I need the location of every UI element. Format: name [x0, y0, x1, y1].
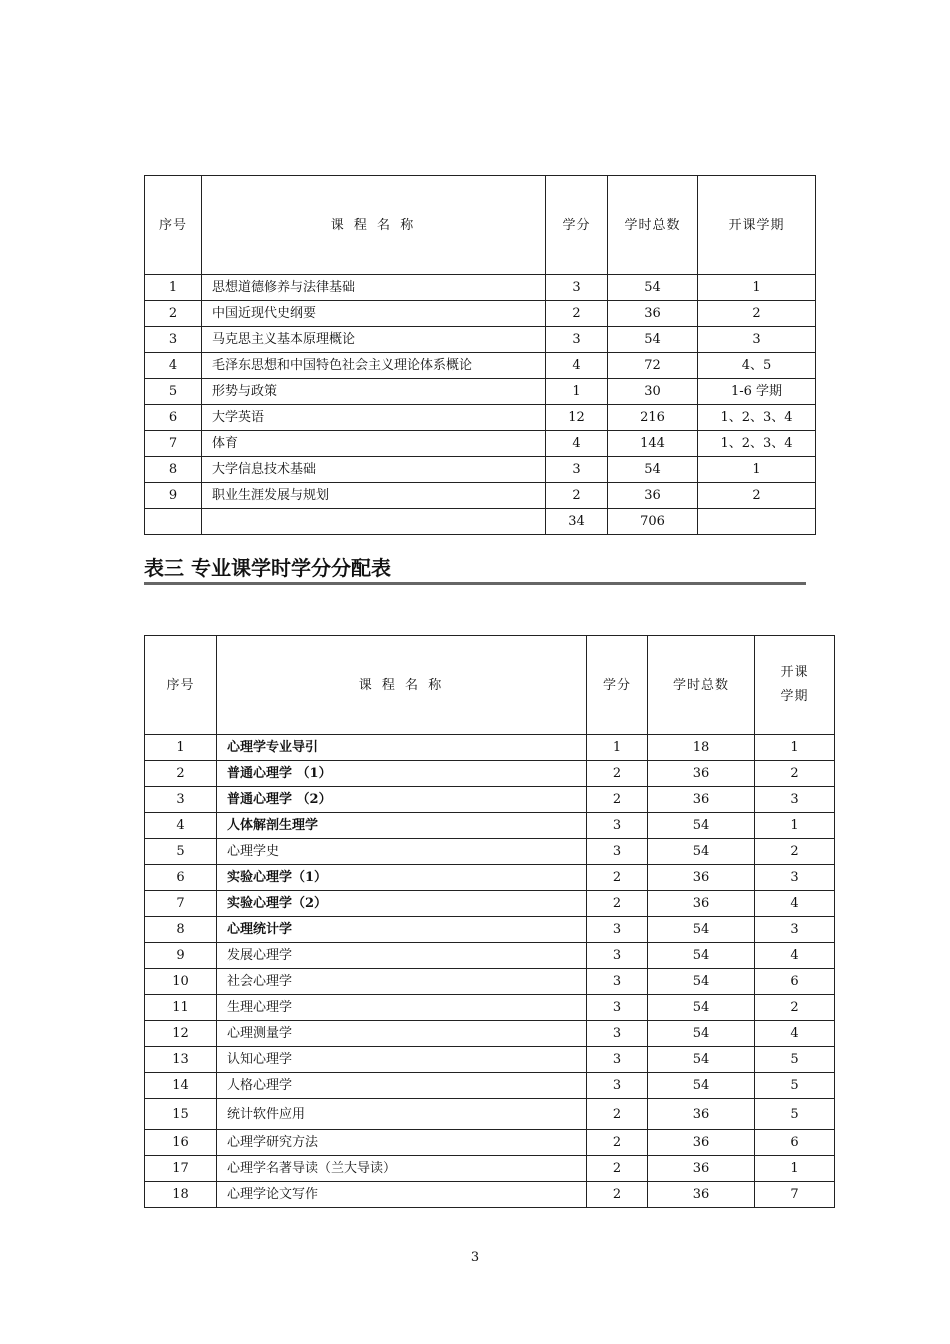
- table-row: [145, 457, 816, 483]
- table-row: [145, 813, 835, 839]
- cell-total-hours: 36: [648, 1130, 755, 1156]
- table-row: [145, 943, 835, 969]
- header-course-name: 课 程 名 称: [202, 176, 546, 275]
- table-row: [145, 1130, 835, 1156]
- cell-total-hours: 36: [648, 1182, 755, 1208]
- cell-credit: 1: [546, 379, 608, 405]
- cell-credit: 3: [587, 943, 648, 969]
- cell-seq: 16: [145, 1130, 217, 1156]
- cell-total-hours: 216: [608, 405, 698, 431]
- cell-course-name: 思想道德修养与法律基础: [202, 275, 546, 301]
- cell-term: 2: [698, 301, 816, 327]
- table-row: [145, 865, 835, 891]
- cell-total-hours: 30: [608, 379, 698, 405]
- cell-total-hours: 36: [608, 301, 698, 327]
- cell-credit: 2: [587, 1099, 648, 1130]
- cell-term: 7: [755, 1182, 835, 1208]
- cell-term: 4: [755, 943, 835, 969]
- cell-course-name: 人体解剖生理学: [217, 813, 587, 839]
- cell-credit: 3: [587, 1021, 648, 1047]
- header-term-line2: 学期: [780, 689, 809, 704]
- header-term: [755, 636, 835, 735]
- total-row: [145, 509, 816, 535]
- header-seq: 序号: [145, 176, 202, 275]
- cell-seq: 3: [145, 787, 217, 813]
- cell-seq: 7: [145, 891, 217, 917]
- cell-term: 5: [755, 1073, 835, 1099]
- cell-credit: 4: [546, 353, 608, 379]
- table-row: [145, 405, 816, 431]
- cell-seq: 13: [145, 1047, 217, 1073]
- cell-course-name: 中国近现代史纲要: [202, 301, 546, 327]
- cell-credit: 1: [587, 735, 648, 761]
- cell-course-name: 心理学专业导引: [217, 735, 587, 761]
- cell-term: [698, 509, 816, 535]
- cell-seq: 9: [145, 943, 217, 969]
- cell-seq: 12: [145, 1021, 217, 1047]
- cell-total-hours: 54: [648, 813, 755, 839]
- cell-course-name: 社会心理学: [217, 969, 587, 995]
- specialty-course-table: [144, 635, 835, 1208]
- cell-term: 5: [755, 1047, 835, 1073]
- header-total-hours: 学时总数: [608, 176, 698, 275]
- cell-total-hours: 54: [648, 1021, 755, 1047]
- table-header-row: [145, 636, 835, 735]
- cell-seq: 1: [145, 275, 202, 301]
- cell-seq: 18: [145, 1182, 217, 1208]
- cell-credit: 3: [587, 917, 648, 943]
- header-credit: 学分: [587, 636, 648, 735]
- cell-term: 3: [755, 917, 835, 943]
- cell-total-hours: 36: [648, 761, 755, 787]
- cell-total-hours: 36: [648, 787, 755, 813]
- cell-course-name: 实验心理学（1）: [217, 865, 587, 891]
- table-row: [145, 327, 816, 353]
- common-course-table: [144, 175, 816, 535]
- cell-total-hours: 18: [648, 735, 755, 761]
- cell-course-name: 职业生涯发展与规划: [202, 483, 546, 509]
- table-row: [145, 275, 816, 301]
- cell-total-hours: 54: [608, 327, 698, 353]
- cell-term: 1、2、3、4: [698, 405, 816, 431]
- cell-credit: 2: [587, 787, 648, 813]
- cell-seq: 10: [145, 969, 217, 995]
- cell-seq: 17: [145, 1156, 217, 1182]
- cell-course-name: 心理测量学: [217, 1021, 587, 1047]
- cell-seq: 4: [145, 813, 217, 839]
- cell-total-hours: 54: [648, 839, 755, 865]
- table-row: [145, 761, 835, 787]
- cell-credit: 3: [546, 275, 608, 301]
- table-row: [145, 1021, 835, 1047]
- cell-course-name: 生理心理学: [217, 995, 587, 1021]
- cell-total-hours: 36: [648, 1156, 755, 1182]
- cell-term: 4、5: [698, 353, 816, 379]
- header-credit: 学分: [546, 176, 608, 275]
- cell-total-hours: 54: [648, 1047, 755, 1073]
- cell-course-name: [202, 509, 546, 535]
- header-total-hours: 学时总数: [648, 636, 755, 735]
- table-row: [145, 735, 835, 761]
- cell-total-hours: 54: [648, 917, 755, 943]
- cell-seq: 14: [145, 1073, 217, 1099]
- cell-credit: 2: [587, 1130, 648, 1156]
- cell-total-hours: 54: [648, 1073, 755, 1099]
- cell-term: 2: [755, 839, 835, 865]
- cell-seq: 2: [145, 761, 217, 787]
- cell-course-name: 普通心理学 （1）: [217, 761, 587, 787]
- cell-seq: 6: [145, 865, 217, 891]
- table-row: [145, 995, 835, 1021]
- table-row: [145, 1156, 835, 1182]
- cell-credit: 2: [546, 301, 608, 327]
- cell-total-hours: 36: [648, 1099, 755, 1130]
- total-hours: 706: [608, 509, 698, 535]
- cell-credit: 3: [587, 995, 648, 1021]
- cell-course-name: 毛泽东思想和中国特色社会主义理论体系概论: [202, 353, 546, 379]
- cell-seq: 7: [145, 431, 202, 457]
- table-row: [145, 353, 816, 379]
- total-credit: 34: [546, 509, 608, 535]
- cell-credit: 3: [587, 839, 648, 865]
- cell-course-name: 心理学研究方法: [217, 1130, 587, 1156]
- cell-total-hours: 72: [608, 353, 698, 379]
- cell-total-hours: 54: [648, 943, 755, 969]
- cell-credit: 2: [587, 891, 648, 917]
- cell-seq: 9: [145, 483, 202, 509]
- cell-credit: 12: [546, 405, 608, 431]
- cell-term: 3: [698, 327, 816, 353]
- cell-course-name: 大学信息技术基础: [202, 457, 546, 483]
- cell-seq: 2: [145, 301, 202, 327]
- cell-total-hours: 36: [648, 865, 755, 891]
- cell-credit: 3: [587, 813, 648, 839]
- table-row: [145, 379, 816, 405]
- cell-term: 4: [755, 891, 835, 917]
- header-term: 开课学期: [698, 176, 816, 275]
- cell-credit: 3: [587, 969, 648, 995]
- cell-term: 1: [755, 1156, 835, 1182]
- table-row: [145, 787, 835, 813]
- cell-seq: 5: [145, 839, 217, 865]
- header-term-line1: 开课: [780, 665, 809, 680]
- cell-term: 6: [755, 1130, 835, 1156]
- page-number: 3: [470, 1250, 480, 1265]
- cell-credit: 2: [587, 761, 648, 787]
- table-row: [145, 1073, 835, 1099]
- cell-course-name: 大学英语: [202, 405, 546, 431]
- cell-term: 1: [698, 457, 816, 483]
- cell-term: 3: [755, 865, 835, 891]
- cell-credit: 2: [546, 483, 608, 509]
- cell-term: 2: [698, 483, 816, 509]
- cell-course-name: 统计软件应用: [217, 1099, 587, 1130]
- table-row: [145, 839, 835, 865]
- table-row: [145, 1182, 835, 1208]
- table-row: [145, 431, 816, 457]
- cell-credit: 3: [587, 1073, 648, 1099]
- table-row: [145, 1099, 835, 1130]
- cell-course-name: 心理统计学: [217, 917, 587, 943]
- cell-credit: 3: [546, 327, 608, 353]
- cell-total-hours: 54: [608, 275, 698, 301]
- table-row: [145, 969, 835, 995]
- cell-course-name: 实验心理学（2）: [217, 891, 587, 917]
- table-header-row: [145, 176, 816, 275]
- cell-seq: 8: [145, 457, 202, 483]
- header-course-name: 课 程 名 称: [217, 636, 587, 735]
- cell-total-hours: 54: [608, 457, 698, 483]
- cell-credit: 2: [587, 1182, 648, 1208]
- cell-seq: 15: [145, 1099, 217, 1130]
- cell-credit: 2: [587, 865, 648, 891]
- cell-term: 1-6 学期: [698, 379, 816, 405]
- cell-term: 2: [755, 761, 835, 787]
- cell-seq: 3: [145, 327, 202, 353]
- table-row: [145, 891, 835, 917]
- cell-seq: 4: [145, 353, 202, 379]
- cell-course-name: 心理学名著导读（兰大导读）: [217, 1156, 587, 1182]
- table-row: [145, 1047, 835, 1073]
- section-title: 表三 专业课学时学分分配表: [144, 556, 806, 585]
- cell-term: 5: [755, 1099, 835, 1130]
- cell-seq: [145, 509, 202, 535]
- cell-term: 2: [755, 995, 835, 1021]
- cell-term: 1、2、3、4: [698, 431, 816, 457]
- cell-total-hours: 54: [648, 995, 755, 1021]
- table-row: [145, 301, 816, 327]
- cell-course-name: 形势与政策: [202, 379, 546, 405]
- cell-seq: 8: [145, 917, 217, 943]
- cell-seq: 6: [145, 405, 202, 431]
- cell-course-name: 普通心理学 （2）: [217, 787, 587, 813]
- cell-term: 1: [698, 275, 816, 301]
- cell-course-name: 马克思主义基本原理概论: [202, 327, 546, 353]
- cell-course-name: 心理学史: [217, 839, 587, 865]
- cell-credit: 3: [587, 1047, 648, 1073]
- cell-course-name: 认知心理学: [217, 1047, 587, 1073]
- cell-term: 1: [755, 735, 835, 761]
- cell-credit: 2: [587, 1156, 648, 1182]
- cell-term: 6: [755, 969, 835, 995]
- cell-course-name: 心理学论文写作: [217, 1182, 587, 1208]
- cell-seq: 1: [145, 735, 217, 761]
- cell-total-hours: 36: [608, 483, 698, 509]
- table-row: [145, 917, 835, 943]
- cell-term: 1: [755, 813, 835, 839]
- cell-total-hours: 36: [648, 891, 755, 917]
- cell-course-name: 发展心理学: [217, 943, 587, 969]
- header-seq: 序号: [145, 636, 217, 735]
- table-row: [145, 483, 816, 509]
- cell-credit: 3: [546, 457, 608, 483]
- cell-total-hours: 144: [608, 431, 698, 457]
- cell-credit: 4: [546, 431, 608, 457]
- cell-course-name: 人格心理学: [217, 1073, 587, 1099]
- cell-seq: 5: [145, 379, 202, 405]
- cell-course-name: 体育: [202, 431, 546, 457]
- cell-seq: 11: [145, 995, 217, 1021]
- cell-term: 3: [755, 787, 835, 813]
- cell-total-hours: 54: [648, 969, 755, 995]
- cell-term: 4: [755, 1021, 835, 1047]
